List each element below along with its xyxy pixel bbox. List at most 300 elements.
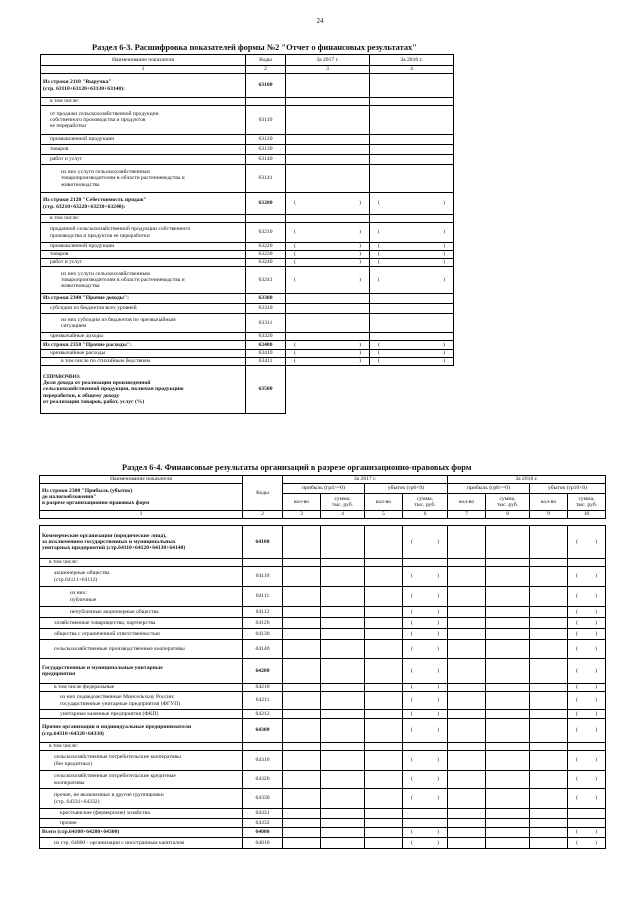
table-row: Из строки 2350 "Прочие расходы": 63400 ( ) ( ) (41, 341, 454, 350)
value-cell (283, 819, 321, 828)
value-cell (365, 771, 403, 789)
header-sum: сумма, тыс. руб. (568, 494, 606, 511)
row-code: 63320 (246, 333, 286, 341)
value-cell (530, 789, 568, 809)
value-cell (365, 828, 403, 838)
value-cell (403, 640, 448, 659)
value-cell (403, 607, 448, 618)
value-cell (321, 751, 365, 771)
value-cell (486, 629, 530, 640)
row-label: в том числе по стихийным бедствиям (41, 358, 246, 366)
value-cell (365, 618, 403, 629)
value-cell (568, 607, 606, 618)
row-label: акционерные общества (стр.64111+64112) (40, 567, 243, 587)
table-row: промышленной продукции 63220 ( ) ( ) (41, 243, 454, 251)
header-code: Коды (243, 476, 283, 511)
colnum: 1 (40, 511, 243, 519)
value-cell (321, 567, 365, 587)
colnum: 5 (365, 511, 403, 519)
value-cell (321, 710, 365, 719)
value-cell (365, 692, 403, 710)
value-cell (530, 640, 568, 659)
table-row (40, 809, 606, 819)
value-cell (283, 629, 321, 640)
value-cell (403, 684, 448, 692)
value-cell (365, 710, 403, 719)
value-cell (568, 659, 606, 684)
value-cell (403, 710, 448, 719)
header-profit-2016: прибыль (гр8>=0) (448, 484, 530, 494)
column-number-row (40, 511, 606, 519)
value-cell (283, 618, 321, 629)
paren-placeholder: ( ) (576, 839, 597, 846)
value-cell (530, 567, 568, 587)
value-cell (283, 607, 321, 618)
colnum: 2 (243, 511, 283, 519)
value-cell (568, 838, 606, 849)
value-cell (365, 719, 403, 743)
value-cell (486, 819, 530, 828)
value-cell (283, 789, 321, 809)
header-row (40, 476, 606, 484)
row-label: товаров (41, 251, 246, 259)
value-cell (321, 559, 365, 567)
value-cell (283, 751, 321, 771)
row-code: 63141 (246, 165, 286, 193)
page-number: 24 (316, 17, 324, 25)
value-cell (365, 607, 403, 618)
paren-placeholder: ( ) (411, 573, 439, 580)
value-cell (448, 567, 486, 587)
value-cell (448, 659, 486, 684)
value-cell (365, 567, 403, 587)
value-cell (283, 838, 321, 849)
table-row (41, 165, 454, 193)
row-label: сельскохозяйственные потребительские кредитные кооперативы (40, 771, 243, 789)
value-cell (530, 629, 568, 640)
value-cell (365, 751, 403, 771)
value-cell (568, 567, 606, 587)
value-cell (530, 526, 568, 559)
row-code: 64000 (243, 828, 283, 838)
value-cell (568, 771, 606, 789)
value-cell (403, 751, 448, 771)
header-2017: За 2017 г. (286, 55, 370, 66)
row-code: 64210 (243, 684, 283, 692)
table-row: товаров 63230 ( ) ( ) (41, 251, 454, 259)
table-row (40, 789, 606, 809)
paren-placeholder: ( ) (576, 630, 597, 637)
value-cell (448, 684, 486, 692)
value-cell (486, 659, 530, 684)
colnum: 1 (41, 66, 246, 74)
table-row (40, 743, 606, 751)
header-2017: За 2017 г. (283, 476, 448, 484)
value-cell (486, 559, 530, 567)
header-profit-2017: прибыль (гр4>=0) (283, 484, 365, 494)
row-label: общества с ограниченной ответственностью (40, 629, 243, 640)
value-cell (530, 710, 568, 719)
table-row: из них услуги сельскохозяйственным товаропроизводителям в области растениеводства и животноводства 63241 ( ) ( ) (41, 267, 454, 294)
value-cell (486, 771, 530, 789)
table-row (40, 819, 606, 828)
value-cell (321, 640, 365, 659)
value-cell (448, 526, 486, 559)
value-cell (448, 771, 486, 789)
value-cell (365, 789, 403, 809)
value-cell (530, 828, 568, 838)
table-row (41, 74, 454, 98)
table-row (40, 710, 606, 719)
row-label: из стр. 64000 - организации с иностранным капиталом (40, 838, 243, 849)
colnum: 4 (321, 511, 365, 519)
value-cell (568, 684, 606, 692)
paren-placeholder: ( ) (411, 593, 439, 600)
row-label: работ и услуг (41, 155, 246, 165)
value-cell (321, 629, 365, 640)
table-row (40, 618, 606, 629)
value-cell (321, 828, 365, 838)
value-cell (486, 618, 530, 629)
colnum: 10 (568, 511, 606, 519)
value-cell (321, 692, 365, 710)
paren-placeholder: ( ) (576, 538, 597, 545)
value-cell (365, 838, 403, 849)
value-cell (530, 559, 568, 567)
row-label: субсидии из бюджетов всех уровней (41, 304, 246, 314)
value-cell (448, 559, 486, 567)
paren-placeholder: ( ) (411, 829, 439, 836)
row-code: 63100 (246, 74, 286, 98)
row-code: 64212 (243, 710, 283, 719)
row-label: прочие, не включенные в другие группировки (стр. 64331+64332) (40, 789, 243, 809)
row-label: из них услуги сельскохозяйственным товаропроизводителям в области растениеводства и животноводства (41, 165, 246, 193)
row-code: 63110 (246, 106, 286, 135)
header-code: Коды (246, 55, 286, 66)
row-code: 64300 (243, 719, 283, 743)
row-label: из них подведомственные Минсельхозу России: государственные унитарные предприятия (ФГУП) (40, 692, 243, 710)
row-code: 63311 (246, 314, 286, 333)
header-sum: сумма, тыс. руб. (486, 494, 530, 511)
header-name: Наименование показателя (41, 55, 246, 66)
row-code (243, 743, 283, 751)
value-cell (530, 684, 568, 692)
value-cell (321, 587, 365, 607)
paren-placeholder: ( ) (576, 710, 597, 717)
colnum: 6 (403, 511, 448, 519)
row-code: 63120 (246, 135, 286, 145)
row-label: Коммерческие организации (юридические лица), за исключением государственных и муниципальных унитарных предприятий (стр.64110+64120+64130+64140) (40, 526, 243, 559)
row-label: Из строки 2350 "Прочие расходы": (41, 341, 246, 350)
value-cell (486, 567, 530, 587)
row-label: сельскохозяйственные потребительские кооперативы (без кредитных) (40, 751, 243, 771)
row-code: 64310 (243, 751, 283, 771)
value-cell (448, 838, 486, 849)
value-cell (403, 771, 448, 789)
value-cell (530, 771, 568, 789)
row-code: 63210 (246, 223, 286, 243)
value-cell (448, 809, 486, 819)
value-cell (403, 567, 448, 587)
value-cell (448, 607, 486, 618)
paren-placeholder: ( ) (411, 727, 439, 734)
row-code: 63241 (246, 267, 286, 294)
value-cell (448, 743, 486, 751)
table-row (40, 719, 606, 743)
table-row: проданной сельскохозяйственной продукции собственного производства и продуктов ее переработки 63210 ( ) ( ) (41, 223, 454, 243)
table-row (41, 215, 454, 223)
row-code: 64140 (243, 640, 283, 659)
row-code: 63220 (246, 243, 286, 251)
value-cell (448, 751, 486, 771)
row-label: Всего (стр.64100+64200+64300) (40, 828, 243, 838)
row-label: в том числе: (40, 559, 243, 567)
table-row (41, 106, 454, 135)
value-cell (403, 838, 448, 849)
row-label: в том числе: (40, 743, 243, 751)
value-cell (486, 789, 530, 809)
row-code: 64112 (243, 607, 283, 618)
value-cell (568, 719, 606, 743)
value-cell (486, 751, 530, 771)
header-qty: кол-во (365, 494, 403, 511)
row-label: чрезвычайные доходы (41, 333, 246, 341)
value-cell (530, 751, 568, 771)
table-row (40, 751, 606, 771)
paren-placeholder: ( ) (576, 667, 597, 674)
paren-placeholder: ( ) (576, 697, 597, 704)
row-code: 63400 (246, 341, 286, 350)
value-cell (568, 710, 606, 719)
value-cell (283, 771, 321, 789)
value-cell (486, 838, 530, 849)
value-cell (448, 719, 486, 743)
value-cell (530, 692, 568, 710)
column-number-row (41, 66, 454, 74)
header-sum: сумма, тыс. руб. (403, 494, 448, 511)
table-row (41, 333, 454, 341)
paren-placeholder: ( ) (411, 619, 439, 626)
row-label: Из строки 2340 "Прочие доходы": (41, 294, 246, 304)
row-label: товаров (41, 145, 246, 155)
row-code: 63200 (246, 193, 286, 215)
paren-placeholder: ( ) (576, 776, 597, 783)
value-cell (321, 809, 365, 819)
table-row (41, 98, 454, 106)
value-cell (530, 607, 568, 618)
value-cell (486, 743, 530, 751)
paren-placeholder: ( ) (411, 538, 439, 545)
value-cell (448, 640, 486, 659)
table-row (41, 135, 454, 145)
row-code: 64110 (243, 567, 283, 587)
value-cell (321, 607, 365, 618)
value-cell (283, 692, 321, 710)
value-cell (448, 692, 486, 710)
table-row (40, 692, 606, 710)
value-cell (283, 640, 321, 659)
value-cell (365, 559, 403, 567)
row-code: 63410 (246, 350, 286, 358)
value-cell (530, 587, 568, 607)
value-cell (568, 743, 606, 751)
value-cell (403, 828, 448, 838)
section-6-4-body (39, 525, 606, 849)
header-qty: кол-во (448, 494, 486, 511)
colnum: 9 (530, 511, 568, 519)
row-label: Государственные и муниципальные унитарные предприятия (40, 659, 243, 684)
section-6-3-title: Раздел 6-3. Расшифровка показателей формы №2 "Отчет о финансовых результатах" (92, 43, 417, 52)
colnum: 3 (283, 511, 321, 519)
table-row (40, 587, 606, 607)
table-row (40, 526, 606, 559)
paren-placeholder: ( ) (411, 630, 439, 637)
header-2016: За 2016 г. (448, 476, 606, 484)
value-cell (365, 587, 403, 607)
paren-placeholder: ( ) (576, 727, 597, 734)
row-label: в том числе: (41, 215, 246, 223)
table-row (40, 684, 606, 692)
paren-placeholder: ( ) (411, 776, 439, 783)
row-code: 64120 (243, 618, 283, 629)
value-cell (568, 809, 606, 819)
value-cell (321, 684, 365, 692)
value-cell (321, 618, 365, 629)
value-cell (568, 640, 606, 659)
paren-placeholder: ( ) (411, 684, 439, 691)
section-6-4-title: Раздел 6-4. Финансовые результаты организаций в разрезе организационно-правовых форм (122, 463, 472, 472)
paren-placeholder: ( ) (411, 839, 439, 846)
table-row: работ и услуг 63240 ( ) ( ) (41, 259, 454, 267)
value-cell (321, 719, 365, 743)
paren-placeholder: ( ) (576, 757, 597, 764)
table-row (41, 294, 454, 304)
value-cell (403, 618, 448, 629)
value-cell (568, 559, 606, 567)
table-row: в том числе по стихийным бедствиям 63411 ( ) ( ) (41, 358, 454, 366)
table-row (40, 838, 606, 849)
row-label: унитарные казенные предприятия (ФКП) (40, 710, 243, 719)
row-label: крестьянские (фермерские) хозяйства (40, 809, 243, 819)
table-row (40, 559, 606, 567)
value-cell (530, 819, 568, 828)
value-cell (448, 587, 486, 607)
table-row (41, 155, 454, 165)
value-cell (283, 587, 321, 607)
value-cell (283, 719, 321, 743)
value-cell (365, 743, 403, 751)
row-label: непубличные акционерные общества (40, 607, 243, 618)
row-code: 64010 (243, 838, 283, 849)
row-label: промышленной продукции (41, 243, 246, 251)
section-6-4-table (39, 475, 606, 519)
value-cell (568, 526, 606, 559)
row-code: 64330 (243, 789, 283, 809)
paren-placeholder: ( ) (411, 757, 439, 764)
header-qty: кол-во (283, 494, 321, 511)
value-cell (403, 692, 448, 710)
row-label: проданной сельскохозяйственной продукции собственного производства и продуктов ее переработки (41, 223, 246, 243)
value-cell (568, 751, 606, 771)
table-row (40, 640, 606, 659)
value-cell (486, 809, 530, 819)
header-name: Наименование показателя (40, 476, 243, 484)
value-cell (486, 526, 530, 559)
value-cell (530, 838, 568, 849)
paren-placeholder: ( ) (411, 667, 439, 674)
paren-placeholder: ( ) (576, 684, 597, 691)
value-cell (403, 659, 448, 684)
value-cell (568, 587, 606, 607)
row-code: 64320 (243, 771, 283, 789)
value-cell (486, 587, 530, 607)
row-label: от продажи сельскохозяйственной продукции собственного производства и продуктов ее переработки (41, 106, 246, 135)
table-row (40, 659, 606, 684)
value-cell (568, 828, 606, 838)
row-label: сельскохозяйственные производственные кооперативы (40, 640, 243, 659)
value-cell (321, 659, 365, 684)
value-cell (321, 838, 365, 849)
row-label: Прочие организации и индивидуальные предприниматели (стр.64310+64320+64330) (40, 719, 243, 743)
table-row (40, 828, 606, 838)
row-code (243, 559, 283, 567)
table-row (40, 771, 606, 789)
value-cell (403, 629, 448, 640)
row-code: 64130 (243, 629, 283, 640)
value-cell (448, 789, 486, 809)
header-qty: кол-во (530, 494, 568, 511)
row-code: 64211 (243, 692, 283, 710)
value-cell (448, 819, 486, 828)
header-2016: За 2016 г. (370, 55, 454, 66)
row-code: 64100 (243, 526, 283, 559)
paren-placeholder: ( ) (411, 795, 439, 802)
paren-placeholder: ( ) (576, 645, 597, 652)
row-label: из них субсидии из бюджетов по чрезвычайным ситуациям (41, 314, 246, 333)
section-6-3-table (40, 54, 454, 414)
row-code: 64111 (243, 587, 283, 607)
value-cell (486, 710, 530, 719)
paren-placeholder: ( ) (576, 795, 597, 802)
table-row (40, 567, 606, 587)
value-cell (321, 789, 365, 809)
value-cell (283, 659, 321, 684)
row-label: прочие (40, 819, 243, 828)
value-cell (448, 618, 486, 629)
table-row: чрезвычайные расходы 63410 ( ) ( ) (41, 350, 454, 358)
value-cell (530, 719, 568, 743)
row-code: 63140 (246, 155, 286, 165)
table-row (40, 607, 606, 618)
value-cell (486, 692, 530, 710)
row-label: из них: публичные (40, 587, 243, 607)
row-label: в том числе: (41, 98, 246, 106)
row-label: промышленной продукции (41, 135, 246, 145)
table-row (41, 314, 454, 333)
value-cell (283, 710, 321, 719)
value-cell (530, 659, 568, 684)
value-cell (283, 567, 321, 587)
value-cell (403, 789, 448, 809)
value-cell (321, 526, 365, 559)
header-loss-2017: убыток (гр6<0) (365, 484, 448, 494)
colnum: 3 (286, 66, 370, 74)
row-code: 64331 (243, 809, 283, 819)
row-label: из них услуги сельскохозяйственным товаропроизводителям в области растениеводства и животноводства (41, 267, 246, 294)
row-code: 63500 (246, 366, 286, 414)
colnum: 4 (370, 66, 454, 74)
paren-placeholder: ( ) (411, 608, 439, 615)
